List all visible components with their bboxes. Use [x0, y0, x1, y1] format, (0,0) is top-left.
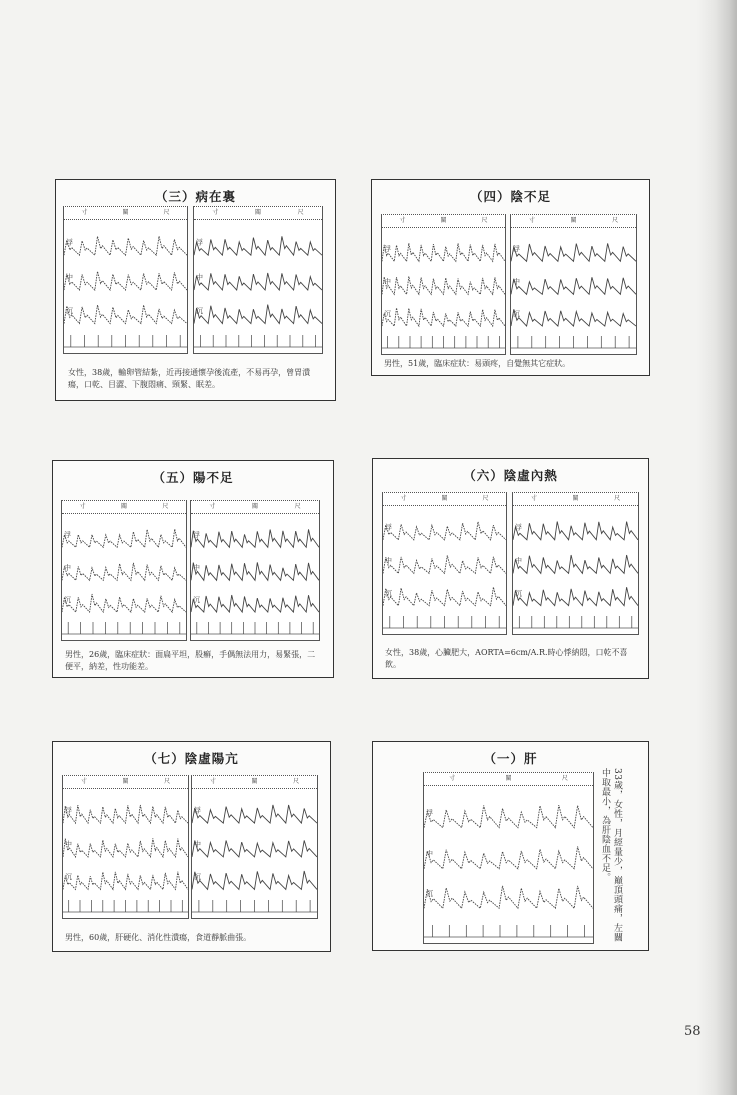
- pulse-strip-right: [190, 500, 320, 641]
- strip-header-label: 關: [505, 775, 512, 782]
- pulse-waveform-line: [382, 276, 505, 294]
- pulse-strip-left: [63, 206, 188, 354]
- row-label: 浮: [384, 245, 391, 254]
- strip-header-label: 關: [251, 778, 258, 785]
- pulse-waveform-line: [424, 886, 593, 908]
- pulse-waveform-line: [511, 243, 636, 261]
- pulse-waveform-line: [383, 587, 506, 605]
- row-label: 中: [384, 278, 391, 287]
- pulse-waveform-line: [383, 522, 506, 540]
- strip-header-label: 尺: [293, 778, 300, 785]
- row-label: 沉: [66, 306, 73, 315]
- pulse-waveform-line: [64, 236, 187, 255]
- book-spine-shadow: [697, 0, 737, 1095]
- pulse-waveform-line: [62, 529, 186, 547]
- pulse-strip-right: [510, 214, 637, 355]
- pulse-waveform-line: [63, 838, 188, 857]
- pulse-waveform-line: [382, 308, 505, 326]
- pulse-waveform-graph: [382, 227, 505, 354]
- strip-header-label: 寸: [212, 209, 219, 216]
- panel-caption: 女性，38歲，輸卵管結紮，近再接通懷孕後流產，不易再孕，曾胃潰瘍，口乾、目澀、下腹悶痛、頸緊、眠差。: [68, 368, 311, 389]
- strip-header-label: 寸: [79, 503, 86, 510]
- strip-header-label: 寸: [209, 778, 216, 785]
- row-label: 沉: [193, 595, 200, 604]
- strip-header-label: 寸: [209, 503, 216, 510]
- page-number: 58: [684, 1024, 701, 1039]
- pulse-panel-1: [372, 741, 649, 951]
- pulse-waveform-graph: [383, 505, 506, 634]
- pulse-waveform-graph: [194, 219, 322, 353]
- row-label: 中: [66, 273, 73, 282]
- pulse-waveform-graph: [64, 219, 187, 353]
- row-label: 沉: [513, 309, 520, 318]
- row-label: 浮: [66, 238, 73, 247]
- pulse-panel-3: [55, 179, 336, 401]
- pulse-waveform-line: [191, 562, 319, 580]
- pulse-strip-left: [61, 500, 187, 641]
- pulse-waveform-graph: [511, 227, 636, 354]
- pulse-waveform-line: [62, 563, 186, 580]
- row-label: 浮: [515, 523, 522, 532]
- pulse-panel-6: [372, 458, 649, 679]
- strip-header-label: 尺: [163, 209, 170, 216]
- pulse-panel-4: [371, 179, 650, 376]
- pulse-waveform-line: [63, 805, 188, 823]
- strip-header-label: 寸: [530, 495, 537, 502]
- panel-title: （四）陰不足: [469, 189, 551, 204]
- panel-title: （六）陰虛內熱: [463, 468, 558, 483]
- row-label: 浮: [385, 523, 392, 532]
- strip-header-label: 寸: [449, 775, 456, 782]
- pulse-waveform-line: [192, 871, 317, 889]
- row-label: 中: [196, 273, 203, 282]
- row-label: 中: [194, 840, 201, 849]
- row-label: 浮: [194, 806, 201, 815]
- pulse-waveform-line: [513, 522, 638, 540]
- pulse-waveform-line: [64, 305, 187, 324]
- panel-caption: 女性，38歲，心臟肥大，AORTA=6cm/A.R.時心悸納悶，口乾不喜飲。: [385, 648, 628, 669]
- pulse-waveform-line: [191, 595, 319, 612]
- row-label: 沉: [384, 309, 391, 318]
- pulse-waveform-line: [424, 847, 593, 869]
- row-label: 沉: [65, 873, 72, 881]
- strip-header-label: 尺: [481, 217, 488, 224]
- strip-header-label: 尺: [561, 775, 568, 782]
- row-label: 中: [193, 564, 200, 573]
- pulse-panel-7: [52, 741, 331, 952]
- pulse-waveform-graph: [192, 788, 317, 918]
- pulse-waveform-line: [424, 805, 593, 828]
- pulse-waveform-line: [382, 243, 505, 261]
- panel-caption: 男性，26歲，臨床症狀：面扁平坦，股癬，手偶無法用力，易緊張，二便平，納差，性功能差。: [65, 650, 316, 671]
- pulse-waveform-line: [64, 271, 187, 290]
- pulse-waveform-line: [513, 587, 638, 605]
- row-label: 沉: [385, 589, 392, 598]
- pulse-waveform-line: [513, 555, 638, 573]
- strip-header-label: 寸: [399, 217, 406, 224]
- strip-header-label: 尺: [482, 495, 489, 502]
- pulse-strip-left: [62, 775, 189, 919]
- pulse-waveform-line: [511, 277, 636, 294]
- strip-header-label: 寸: [528, 217, 535, 224]
- pulse-waveform-line: [192, 805, 317, 823]
- strip-header-label: 關: [570, 217, 577, 224]
- pulse-waveform-graph: [424, 785, 593, 943]
- strip-header-label: 關: [254, 209, 261, 216]
- strip-header-label: 尺: [162, 503, 169, 510]
- row-label: 浮: [426, 809, 433, 817]
- pulse-waveform-line: [511, 309, 636, 326]
- pulse-strip-right: [193, 206, 323, 354]
- pulse-waveform-graph: [62, 513, 186, 640]
- pulse-waveform-line: [383, 556, 506, 574]
- row-label: 浮: [64, 531, 71, 540]
- pulse-waveform-line: [62, 594, 186, 612]
- pulse-waveform-line: [192, 840, 317, 857]
- strip-header-label: 關: [572, 495, 579, 502]
- panel-caption: 男性，60歲，肝硬化、消化性潰瘍，食道靜脈曲張。: [65, 933, 252, 942]
- pulse-waveform-line: [194, 305, 322, 324]
- row-label: 沉: [64, 595, 71, 604]
- row-label: 沉: [426, 889, 433, 898]
- row-label: 中: [515, 557, 522, 566]
- row-label: 中: [426, 850, 433, 859]
- row-label: 浮: [196, 238, 203, 247]
- row-label: 沉: [196, 306, 203, 315]
- panel-caption-vertical: 33歲，女性，月經量少，巔頂頭痛，左關中取最小，為肝陰血不足。: [600, 768, 622, 942]
- row-label: 浮: [193, 531, 200, 540]
- strip-header-label: 尺: [614, 495, 621, 502]
- panel-title: （三）病在裏: [154, 189, 236, 204]
- pulse-waveform-line: [63, 872, 188, 890]
- panel-title: （七）陰虛陽亢: [144, 751, 239, 766]
- row-label: 浮: [65, 806, 72, 815]
- pulse-waveform-line: [194, 273, 322, 290]
- pulse-waveform-graph: [63, 788, 188, 918]
- strip-header-label: 寸: [80, 778, 87, 785]
- panel-caption: 男性，51歲，臨床症狀：易頭疼，自覺無其它症狀。: [384, 359, 571, 368]
- strip-header-label: 關: [441, 495, 448, 502]
- row-label: 浮: [513, 245, 520, 254]
- row-label: 中: [513, 278, 520, 287]
- row-label: 沉: [194, 873, 201, 881]
- pulse-panel-5: [52, 460, 334, 678]
- pulse-waveform-line: [191, 529, 319, 547]
- row-label: 中: [65, 840, 72, 849]
- strip-header-label: 尺: [612, 217, 619, 224]
- pulse-strip-left: [381, 214, 506, 355]
- strip-header-label: 關: [122, 209, 129, 216]
- pulse-strip-right: [512, 492, 639, 635]
- strip-header-label: 關: [251, 503, 258, 510]
- pulse-waveform-graph: [191, 513, 319, 640]
- panel-title: （五）陽不足: [152, 470, 234, 485]
- strip-header-label: 寸: [400, 495, 407, 502]
- row-label: 沉: [515, 589, 522, 598]
- strip-header-label: 尺: [297, 209, 304, 216]
- strip-header-label: 關: [440, 217, 447, 224]
- pulse-waveform-line: [194, 236, 322, 255]
- strip-header-label: 尺: [164, 778, 171, 785]
- pulse-waveform-graph: [513, 505, 638, 634]
- pulse-strip-liver: [423, 772, 594, 944]
- pulse-strip-right: [191, 775, 318, 919]
- strip-header-label: 關: [122, 778, 129, 785]
- row-label: 中: [64, 564, 71, 573]
- strip-header-label: 關: [120, 503, 127, 510]
- pulse-strip-left: [382, 492, 507, 635]
- panel-title: （一）肝: [483, 751, 538, 766]
- strip-header-label: 尺: [294, 503, 301, 510]
- strip-header-label: 寸: [81, 209, 88, 216]
- row-label: 中: [385, 557, 392, 566]
